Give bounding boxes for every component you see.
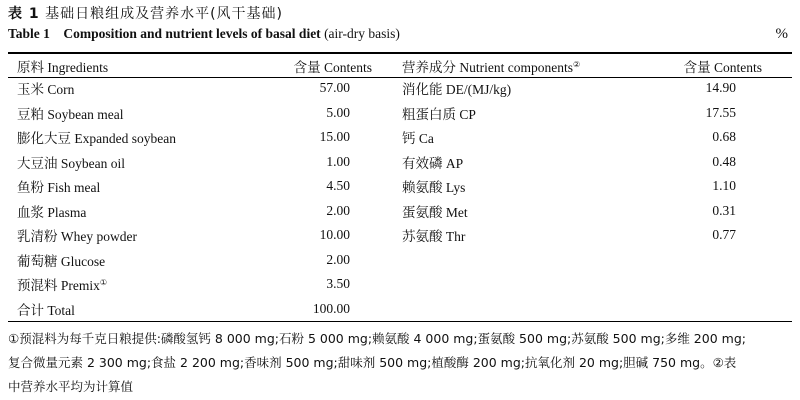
nutrient-cell <box>398 150 643 175</box>
nutrient-cell <box>398 101 643 126</box>
level-cell-text: 0.31 <box>712 202 736 218</box>
header-ingredients: 原料 Ingredients <box>17 59 109 75</box>
nutrient-cell-text: 粗蛋白质 CP <box>402 106 476 122</box>
table-row <box>8 174 792 199</box>
nutrient-cell <box>398 76 643 101</box>
header-contents-2: 含量 Contents <box>683 59 762 75</box>
amount-cell <box>263 297 398 322</box>
level-cell-text: 0.48 <box>712 153 736 169</box>
amount-cell-text: 15.00 <box>319 129 350 145</box>
unit-label: % <box>775 26 788 42</box>
ingredient-cell <box>8 272 263 297</box>
amount-cell <box>263 174 398 199</box>
table-row <box>8 150 792 175</box>
table-header-row <box>8 55 792 76</box>
level-cell-text: 0.68 <box>712 129 736 145</box>
ingredient-cell-text: 鱼粉 Fish meal <box>17 180 101 196</box>
level-cell <box>643 223 792 248</box>
table-row <box>8 223 792 248</box>
table-row <box>8 76 792 101</box>
caption-en-note: (air-dry basis) <box>324 26 400 41</box>
table-footnote <box>8 327 794 399</box>
level-cell-text: 0.77 <box>712 227 736 243</box>
amount-cell-text: 4.50 <box>326 178 350 194</box>
table-caption-chinese <box>8 3 283 23</box>
nutrient-cell <box>398 199 643 224</box>
nutrient-cell <box>398 248 643 273</box>
amount-cell-text: 2.00 <box>326 251 350 267</box>
nutrient-cell-text: 有效磷 AP <box>402 155 464 171</box>
ingredient-cell <box>8 199 263 224</box>
header-contents: 含量 Contents <box>293 59 372 75</box>
amount-cell <box>263 125 398 150</box>
table-row <box>8 101 792 126</box>
caption-en-label: Table 1 <box>8 26 50 41</box>
level-cell-text: 17.55 <box>705 104 736 120</box>
table-body <box>8 76 792 321</box>
level-cell <box>643 174 792 199</box>
footnote-line-3: 中营养水平均为计算值 <box>8 379 134 394</box>
nutrient-cell <box>398 272 643 297</box>
amount-cell <box>263 101 398 126</box>
table-row <box>8 248 792 273</box>
amount-cell-text: 3.50 <box>326 276 350 292</box>
level-cell <box>643 76 792 101</box>
ingredient-cell <box>8 297 263 322</box>
table-top-rule <box>8 52 792 54</box>
footnote-line-1: ①预混料为每千克日粮提供:磷酸氢钙 8 000 mg;石粉 5 000 mg;赖氨酸 4 000 mg;蛋氨酸 500 mg;苏氨酸 500 mg;多维 200 mg; <box>8 331 746 346</box>
level-cell <box>643 199 792 224</box>
table-row <box>8 199 792 224</box>
nutrient-cell <box>398 174 643 199</box>
ingredient-cell-text: 膨化大豆 Expanded soybean <box>17 131 176 147</box>
ingredient-cell-text: 预混料 Premix <box>17 278 100 294</box>
amount-cell <box>263 199 398 224</box>
diet-composition-table <box>8 55 792 321</box>
nutrient-cell-text: 钙 Ca <box>402 131 434 147</box>
level-cell <box>643 101 792 126</box>
amount-cell-text: 1.00 <box>326 153 350 169</box>
level-cell <box>643 248 792 273</box>
ingredient-cell-text: 血浆 Plasma <box>17 204 87 220</box>
nutrient-cell-text: 蛋氨酸 Met <box>402 204 468 220</box>
amount-cell <box>263 223 398 248</box>
ingredient-cell-text: 乳清粉 Whey powder <box>17 229 137 245</box>
table-row <box>8 125 792 150</box>
caption-cn-label: 表 1 <box>8 6 40 22</box>
nutrient-cell <box>398 297 643 322</box>
ingredient-cell <box>8 174 263 199</box>
ingredient-cell-text: 葡萄糖 Glucose <box>17 253 106 269</box>
level-cell <box>643 272 792 297</box>
level-cell-text: 14.90 <box>705 80 736 96</box>
ingredient-cell <box>8 101 263 126</box>
nutrient-cell <box>398 223 643 248</box>
ingredient-cell-text: 合计 Total <box>17 302 75 318</box>
nutrient-cell-text: 苏氨酸 Thr <box>402 229 466 245</box>
level-cell-text: 1.10 <box>712 178 736 194</box>
ingredient-cell-text: 大豆油 Soybean oil <box>17 155 125 171</box>
amount-cell-text: 5.00 <box>326 104 350 120</box>
table-bottom-rule <box>8 321 792 322</box>
footnote-marker-1: ① <box>99 278 108 288</box>
level-cell <box>643 297 792 322</box>
level-cell <box>643 125 792 150</box>
amount-cell <box>263 248 398 273</box>
footnote-line-2: 复合微量元素 2 300 mg;食盐 2 200 mg;香味剂 500 mg;甜味剂 500 mg;植酸酶 200 mg;抗氧化剂 20 mg;胆碱 750 mg。②表 <box>8 355 737 370</box>
header-nutrients: 营养成分 Nutrient components② <box>402 59 581 75</box>
ingredient-cell <box>8 248 263 273</box>
amount-cell <box>263 272 398 297</box>
amount-cell-text: 10.00 <box>319 227 350 243</box>
level-cell <box>643 150 792 175</box>
ingredient-cell <box>8 150 263 175</box>
nutrient-cell <box>398 125 643 150</box>
ingredient-cell <box>8 223 263 248</box>
ingredient-cell-text: 豆粕 Soybean meal <box>17 106 124 122</box>
nutrient-cell-text: 消化能 DE/(MJ/kg) <box>402 82 512 98</box>
table-row <box>8 272 792 297</box>
amount-cell-text: 57.00 <box>319 80 350 96</box>
ingredient-cell-text: 玉米 Corn <box>17 82 75 98</box>
amount-cell-text: 100.00 <box>312 300 350 316</box>
caption-en-title: Composition and nutrient levels of basal diet <box>63 26 321 41</box>
amount-cell-text: 2.00 <box>326 202 350 218</box>
caption-cn-title: 基础日粮组成及营养水平(风干基础) <box>45 6 284 22</box>
table-row <box>8 297 792 322</box>
amount-cell <box>263 150 398 175</box>
amount-cell <box>263 76 398 101</box>
ingredient-cell <box>8 125 263 150</box>
footnote-marker-2: ② <box>572 59 581 69</box>
table-caption-english <box>8 26 400 42</box>
nutrient-cell-text: 赖氨酸 Lys <box>402 180 466 196</box>
ingredient-cell <box>8 76 263 101</box>
